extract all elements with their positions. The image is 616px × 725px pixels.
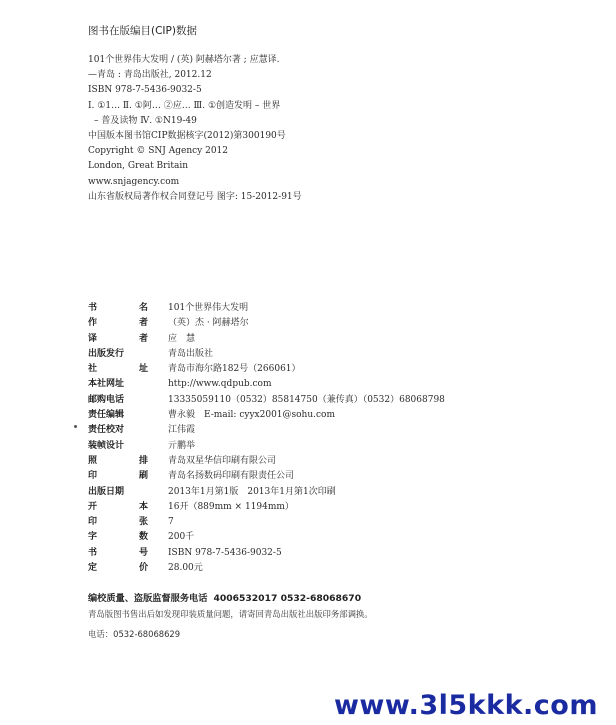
cip-publisher-line: —青岛 : 青岛出版社, 2012.12 [88, 70, 212, 81]
spec-label-text: 张 [138, 517, 148, 528]
spec-value: 青岛出版社 [168, 348, 214, 359]
spec-label-text: 数 [138, 532, 148, 543]
spec-value: http://www.qdpub.com [168, 379, 272, 390]
spec-label-text: 装帧设计 [88, 440, 125, 451]
spec-value: 200千 [168, 532, 195, 543]
spec-value: 青岛双星华信印刷有限公司 [168, 455, 277, 466]
spec-row [88, 408, 608, 423]
hotline-label: 编校质量、盗版监督服务电话 [88, 593, 208, 604]
print-quality-notice: 青岛版图书售出后如发现印装质量问题，请寄回青岛出版社出版印务部调换。 [88, 609, 373, 619]
spec-label-text: 印 [88, 517, 98, 528]
spec-row [88, 485, 608, 500]
spec-label-text: 号 [138, 547, 148, 558]
spec-row [88, 546, 608, 561]
spec-label [88, 362, 148, 377]
spec-row [88, 301, 608, 316]
spec-label-text: 址 [138, 364, 148, 375]
cip-classification-continued: – 普及读物 Ⅳ. ①N19-49 [94, 115, 197, 126]
spec-row [88, 423, 608, 438]
spec-label-text: 本 [138, 501, 148, 512]
spec-value: 7 [168, 517, 174, 528]
cip-data-block [88, 53, 588, 205]
spec-label [88, 408, 148, 423]
spec-label [88, 423, 148, 438]
spec-label-text: 排 [138, 455, 148, 466]
spec-value: 青岛名扬数码印刷有限责任公司 [168, 471, 295, 482]
spec-label-text: 价 [138, 563, 148, 574]
spec-value: 101个世界伟大发明 [168, 303, 249, 313]
spec-row [88, 469, 608, 484]
spec-label-text: 印 [88, 471, 98, 482]
spec-label [88, 500, 148, 515]
spec-row [88, 316, 608, 331]
spec-row [88, 439, 608, 454]
spec-label-text: 名 [138, 303, 148, 313]
hotline-numbers: 4006532017 0532-68068670 [213, 593, 362, 604]
spec-value: 13335059110（0532）85814750（兼传真）（0532）68068798 [168, 394, 445, 405]
spec-value: 28.00元 [168, 563, 203, 574]
cip-classification-line: Ⅰ. ①1… Ⅱ. ①阿… ②应… Ⅲ. ①创造发明 – 世界 [88, 100, 281, 111]
spec-label-text: 刷 [138, 471, 148, 482]
cip-title-line: 101个世界伟大发明 / (英) 阿赫塔尔著 ; 应慧译. [88, 55, 280, 65]
spec-label-text: 者 [138, 333, 148, 344]
spec-value: 曹永毅 E-mail: cyyx2001@sohu.com [168, 410, 336, 421]
spec-label [88, 332, 148, 347]
spec-label [88, 301, 148, 316]
footer [88, 591, 608, 642]
spec-row [88, 561, 608, 576]
spec-label-text: 责任校对 [88, 425, 125, 436]
spec-label [88, 454, 148, 469]
watermark-logo: www.3l5kkk.com [333, 690, 598, 721]
spec-label-text: 照 [88, 455, 98, 466]
copyright-line: Copyright © SNJ Agency 2012 [88, 146, 229, 157]
spec-value: 亓鹏举 [168, 440, 196, 451]
spec-value: ISBN 978-7-5436-9032-5 [168, 547, 282, 558]
cip-heading: 图书在版编目(CIP)数据 [88, 25, 197, 37]
spec-label-text: 书 [88, 303, 98, 313]
spec-label [88, 316, 148, 331]
spec-row [88, 377, 608, 392]
spec-value: 2013年1月第1版 2013年1月第1次印刷 [168, 486, 336, 497]
spec-label [88, 561, 148, 576]
spec-label-text: 定 [88, 563, 98, 574]
spec-label-text: 开 [88, 501, 98, 512]
spec-label-text: 书 [88, 547, 98, 558]
spec-label-text: 译 [88, 333, 98, 344]
copyright-registration-line: 山东省版权局著作权合同登记号 图字: 15-2012-91号 [88, 191, 302, 202]
spec-label-text: 责任编辑 [88, 410, 125, 421]
stray-mark [74, 425, 77, 428]
spec-row [88, 347, 608, 362]
spec-row [88, 393, 608, 408]
spec-value: （英）杰 · 阿赫塔尔 [168, 318, 249, 329]
spec-label [88, 546, 148, 561]
spec-value: 江伟霞 [168, 425, 196, 436]
spec-value: 16开（889mm × 1194mm） [168, 501, 294, 512]
spec-label [88, 469, 148, 484]
spec-value: 青岛市海尔路182号（266061） [168, 364, 301, 375]
spec-label-text: 作 [88, 318, 98, 329]
cip-record-number: 中国版本图书馆CIP数据核字(2012)第300190号 [88, 130, 286, 141]
spec-row [88, 362, 608, 377]
spec-label [88, 439, 148, 454]
spec-row [88, 332, 608, 347]
spec-row [88, 500, 608, 515]
spec-label [88, 515, 148, 530]
spec-label-text: 字 [88, 532, 98, 543]
spec-row [88, 530, 608, 545]
publication-details-table [88, 301, 608, 576]
spec-row [88, 515, 608, 530]
spec-row [88, 454, 608, 469]
spec-label [88, 485, 148, 500]
spec-value: 应 慧 [168, 333, 196, 344]
location-line: London, Great Britain [88, 161, 189, 172]
contact-phone: 电话：0532-68068629 [88, 629, 181, 639]
cip-isbn-line: ISBN 978-7-5436-9032-5 [88, 85, 202, 96]
spec-label-text: 出版日期 [88, 486, 125, 497]
spec-label [88, 393, 148, 408]
spec-label [88, 347, 148, 362]
spec-label-text: 本社网址 [88, 379, 125, 390]
quality-hotline [88, 591, 608, 607]
agency-website: www.snjagency.com [88, 176, 180, 187]
spec-label-text: 社 [88, 364, 98, 375]
spec-label-text: 出版发行 [88, 348, 125, 359]
spec-label [88, 377, 148, 392]
spec-label [88, 530, 148, 545]
spec-label-text: 邮购电话 [88, 394, 125, 405]
spec-label-text: 者 [138, 318, 148, 329]
